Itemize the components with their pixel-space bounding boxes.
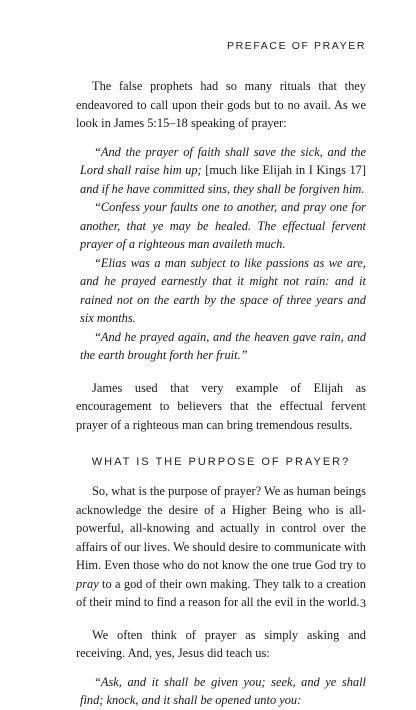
page-number: 3 <box>360 596 366 610</box>
paragraph-purpose-before: So, what is the purpose of prayer? We as human beings acknowledge the desire of a Higher Being who is all-powerful, all-knowing and actually in control over the affairs of our lives. We should desire to communicate with Him. Even those who do not know the one true God try to <box>76 484 366 572</box>
quote-verse-1-bracket: [much like Elijah in I Kings 17] <box>201 163 366 177</box>
scripture-quote-ask <box>80 673 366 710</box>
quote-verse-2: “Confess your faults one to another, and pray one for another, that ye may be healed. The effectual fervent prayer of a righteous man availeth much. <box>80 200 366 251</box>
quote-ask: “Ask, and it shall be given you; seek, and ye shall find; knock, and it shall be opened unto you: <box>80 674 366 707</box>
paragraph-james-used: James used that very example of Elijah as encouragement to believers that the effectual fervent prayer of a righteous man can bring tremendous results. <box>76 380 366 432</box>
paragraph-purpose <box>76 482 366 612</box>
quote-verse-1 <box>80 143 366 199</box>
emphasis-pray: pray <box>76 576 99 591</box>
spacer <box>76 365 366 379</box>
spacer <box>76 434 366 456</box>
page-body <box>76 77 366 710</box>
quote-verse-4: “And he prayed again, and the heaven gave rain, and the earth brought forth her fruit.” <box>80 329 366 362</box>
running-head: PREFACE OF PRAYER <box>226 40 366 52</box>
spacer <box>76 612 366 626</box>
quote-verse-1-c: and if he have committed sins, they shall be forgiven him. <box>80 181 365 196</box>
scripture-quote-james <box>80 143 366 365</box>
quote-verse-1-a: “And the prayer of faith shall save the sick, and the Lord shall raise him up; <box>80 144 366 177</box>
paragraph-false-prophets: The false prophets had so many rituals that they endeavored to call upon their gods but to no avail. As we look in James 5:15–18 speaking of prayer: <box>76 79 366 130</box>
paragraph-purpose-after: to a god of their own making. They talk to a creation of their mind to find a reason for all the evil in the world. <box>76 576 366 609</box>
paragraph-asking: We often think of prayer as simply asking and receiving. And, yes, Jesus did teach us: <box>76 627 366 660</box>
section-heading: WHAT IS THE PURPOSE OF PRAYER? <box>91 456 351 468</box>
quote-verse-3: “Elias was a man subject to like passions as we are, and he prayed earnestly that it might not rain: and it rained not on the earth by the space of three years and six months. <box>80 255 366 325</box>
spacer <box>76 468 366 482</box>
